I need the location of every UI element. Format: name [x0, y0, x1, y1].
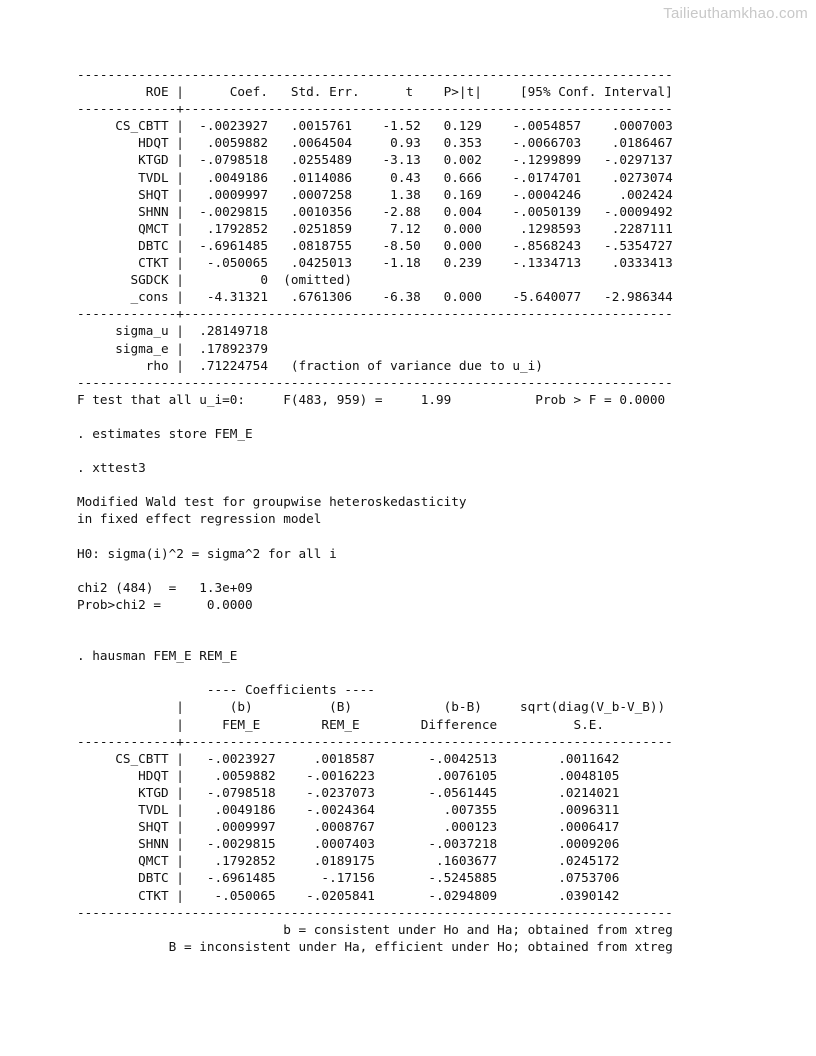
- output-line: B = inconsistent under Ha, efficient under Ho; obtained from xtreg: [77, 938, 673, 954]
- output-line: CTKT | -.050065 .0425013 -1.18 0.239 -.1334713 .0333413: [77, 255, 673, 271]
- output-line: KTGD | -.0798518 .0255489 -3.13 0.002 -.1299899 -.0297137: [77, 152, 673, 168]
- watermark: Tailieuthamkhao.com: [663, 5, 808, 22]
- output-line: CS_CBTT | -.0023927 .0015761 -1.52 0.129 -.0054857 .0007003: [77, 118, 673, 134]
- output-line: [77, 562, 673, 579]
- output-line: [77, 630, 673, 647]
- output-line: TVDL | .0049186 .0114086 0.43 0.666 -.0174701 .0273074: [77, 169, 673, 185]
- output-line: . xttest3: [77, 460, 146, 476]
- output-line: CTKT | -.050065 -.0205841 -.0294809 .0390142: [77, 887, 620, 903]
- output-line: SHNN | -.0029815 .0007403 -.0037218 .0009206: [77, 836, 620, 852]
- output-line: SHQT | .0009997 .0008767 .000123 .0006417: [77, 819, 620, 835]
- output-line: [77, 442, 673, 459]
- stata-output-log: [77, 66, 673, 955]
- output-line: DBTC | -.6961485 -.17156 -.5245885 .0753706: [77, 870, 620, 886]
- output-line: chi2 (484) = 1.3e+09: [77, 579, 253, 595]
- output-line: -------------+----------------------------------------------------------------: [77, 101, 673, 117]
- output-line: H0: sigma(i)^2 = sigma^2 for all i: [77, 545, 337, 561]
- output-line: . estimates store FEM_E: [77, 425, 253, 441]
- output-line: in fixed effect regression model: [77, 511, 322, 527]
- output-line: CS_CBTT | -.0023927 .0018587 -.0042513 .0011642: [77, 750, 620, 766]
- output-line: | FEM_E REM_E Difference S.E.: [77, 716, 605, 732]
- output-line: Modified Wald test for groupwise heteroskedasticity: [77, 494, 467, 510]
- output-line: SGDCK | 0 (omitted): [77, 272, 352, 288]
- output-line: F test that all u_i=0: F(483, 959) = 1.99 Prob > F = 0.0000: [77, 391, 666, 407]
- output-line: KTGD | -.0798518 -.0237073 -.0561445 .0214021: [77, 784, 620, 800]
- output-line: ------------------------------------------------------------------------------: [77, 67, 673, 82]
- output-line: ROE | Coef. Std. Err. t P>|t| [95% Conf. Interval]: [77, 84, 673, 100]
- output-line: | (b) (B) (b-B) sqrt(diag(V_b-V_B)): [77, 699, 666, 715]
- output-line: [77, 613, 673, 630]
- output-line: QMCT | .1792852 .0189175 .1603677 .0245172: [77, 853, 620, 869]
- output-line: -------------+----------------------------------------------------------------: [77, 306, 673, 322]
- output-line: [77, 528, 673, 545]
- output-line: . hausman FEM_E REM_E: [77, 648, 238, 664]
- output-line: [77, 476, 673, 493]
- output-line: QMCT | .1792852 .0251859 7.12 0.000 .1298593 .2287111: [77, 220, 673, 236]
- output-line: ------------------------------------------------------------------------------: [77, 904, 673, 920]
- output-line: sigma_e | .17892379: [77, 340, 268, 356]
- output-line: HDQT | .0059882 .0064504 0.93 0.353 -.0066703 .0186467: [77, 135, 673, 151]
- output-line: ------------------------------------------------------------------------------: [77, 374, 673, 390]
- output-line: DBTC | -.6961485 .0818755 -8.50 0.000 -.8568243 -.5354727: [77, 237, 673, 253]
- output-line: -------------+----------------------------------------------------------------: [77, 733, 673, 749]
- output-line: SHQT | .0009997 .0007258 1.38 0.169 -.0004246 .002424: [77, 186, 673, 202]
- output-line: rho | .71224754 (fraction of variance due to u_i): [77, 357, 543, 373]
- output-line: sigma_u | .28149718: [77, 323, 268, 339]
- output-line: [77, 664, 673, 681]
- output-line: Prob>chi2 = 0.0000: [77, 596, 253, 612]
- output-line: HDQT | .0059882 -.0016223 .0076105 .0048105: [77, 767, 620, 783]
- output-line: [77, 408, 673, 425]
- output-line: SHNN | -.0029815 .0010356 -2.88 0.004 -.0050139 -.0009492: [77, 203, 673, 219]
- output-line: TVDL | .0049186 -.0024364 .007355 .0096311: [77, 802, 620, 818]
- output-line: b = consistent under Ho and Ha; obtained from xtreg: [77, 921, 673, 937]
- output-line: _cons | -4.31321 .6761306 -6.38 0.000 -5.640077 -2.986344: [77, 289, 673, 305]
- output-line: ---- Coefficients ----: [77, 682, 375, 698]
